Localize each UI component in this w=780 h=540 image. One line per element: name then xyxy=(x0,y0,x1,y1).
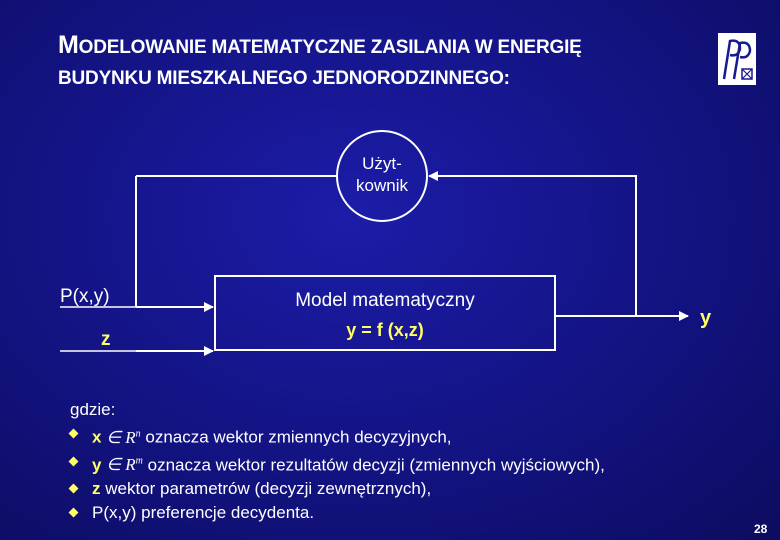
legend-list xyxy=(70,422,605,525)
legend-symbol: P(x,y) xyxy=(92,503,137,523)
title-line-2: BUDYNKU MIESZKALNEGO JEDNORODZINNEGO: xyxy=(58,68,510,89)
legend-heading: gdzie: xyxy=(70,400,116,419)
user-node-label-line-2: kownik xyxy=(356,176,408,195)
legend-math-text: ∈ R xyxy=(106,427,136,447)
user-node-label xyxy=(336,153,428,197)
legend-math xyxy=(106,428,140,447)
preference-input-label: P(x,y) xyxy=(60,286,110,307)
legend-text: oznacza wektor zmiennych decyzyjnych, xyxy=(140,427,452,447)
bullet-icon xyxy=(69,429,79,439)
legend-symbol: z xyxy=(92,479,101,499)
legend-item xyxy=(70,477,605,501)
legend xyxy=(70,398,605,525)
legend-text: preferencje decydenta. xyxy=(136,503,315,523)
bullet-icon xyxy=(69,484,79,494)
bullet-icon xyxy=(69,456,79,466)
legend-item xyxy=(70,422,605,450)
model-label: Model matematyczny xyxy=(295,290,475,311)
model-formula: y = f (x,z) xyxy=(346,320,424,340)
z-input-label: z xyxy=(101,329,111,350)
legend-math-sup: m xyxy=(135,455,143,467)
legend-symbol: x xyxy=(92,427,102,447)
title-line-1-text: ODELOWANIE MATEMATYCZNE ZASILANIA W ENERGIĘ xyxy=(78,37,582,58)
user-node-label-line-1: Użyt- xyxy=(362,154,402,173)
legend-math-sup: n xyxy=(135,428,141,439)
bullet-icon xyxy=(69,508,79,518)
legend-math xyxy=(106,455,143,474)
legend-item xyxy=(70,501,605,525)
legend-text: oznacza wektor rezultatów decyzji (zmiennych wyjściowych), xyxy=(142,455,605,475)
legend-math-text: ∈ R xyxy=(106,455,136,475)
title-initial: M xyxy=(58,31,79,59)
y-output-label: y xyxy=(700,307,712,329)
page-number: 28 xyxy=(754,522,768,536)
legend-text: wektor parametrów (decyzji zewnętrznych), xyxy=(100,479,432,499)
legend-symbol: y xyxy=(92,455,102,475)
legend-item xyxy=(70,450,605,478)
